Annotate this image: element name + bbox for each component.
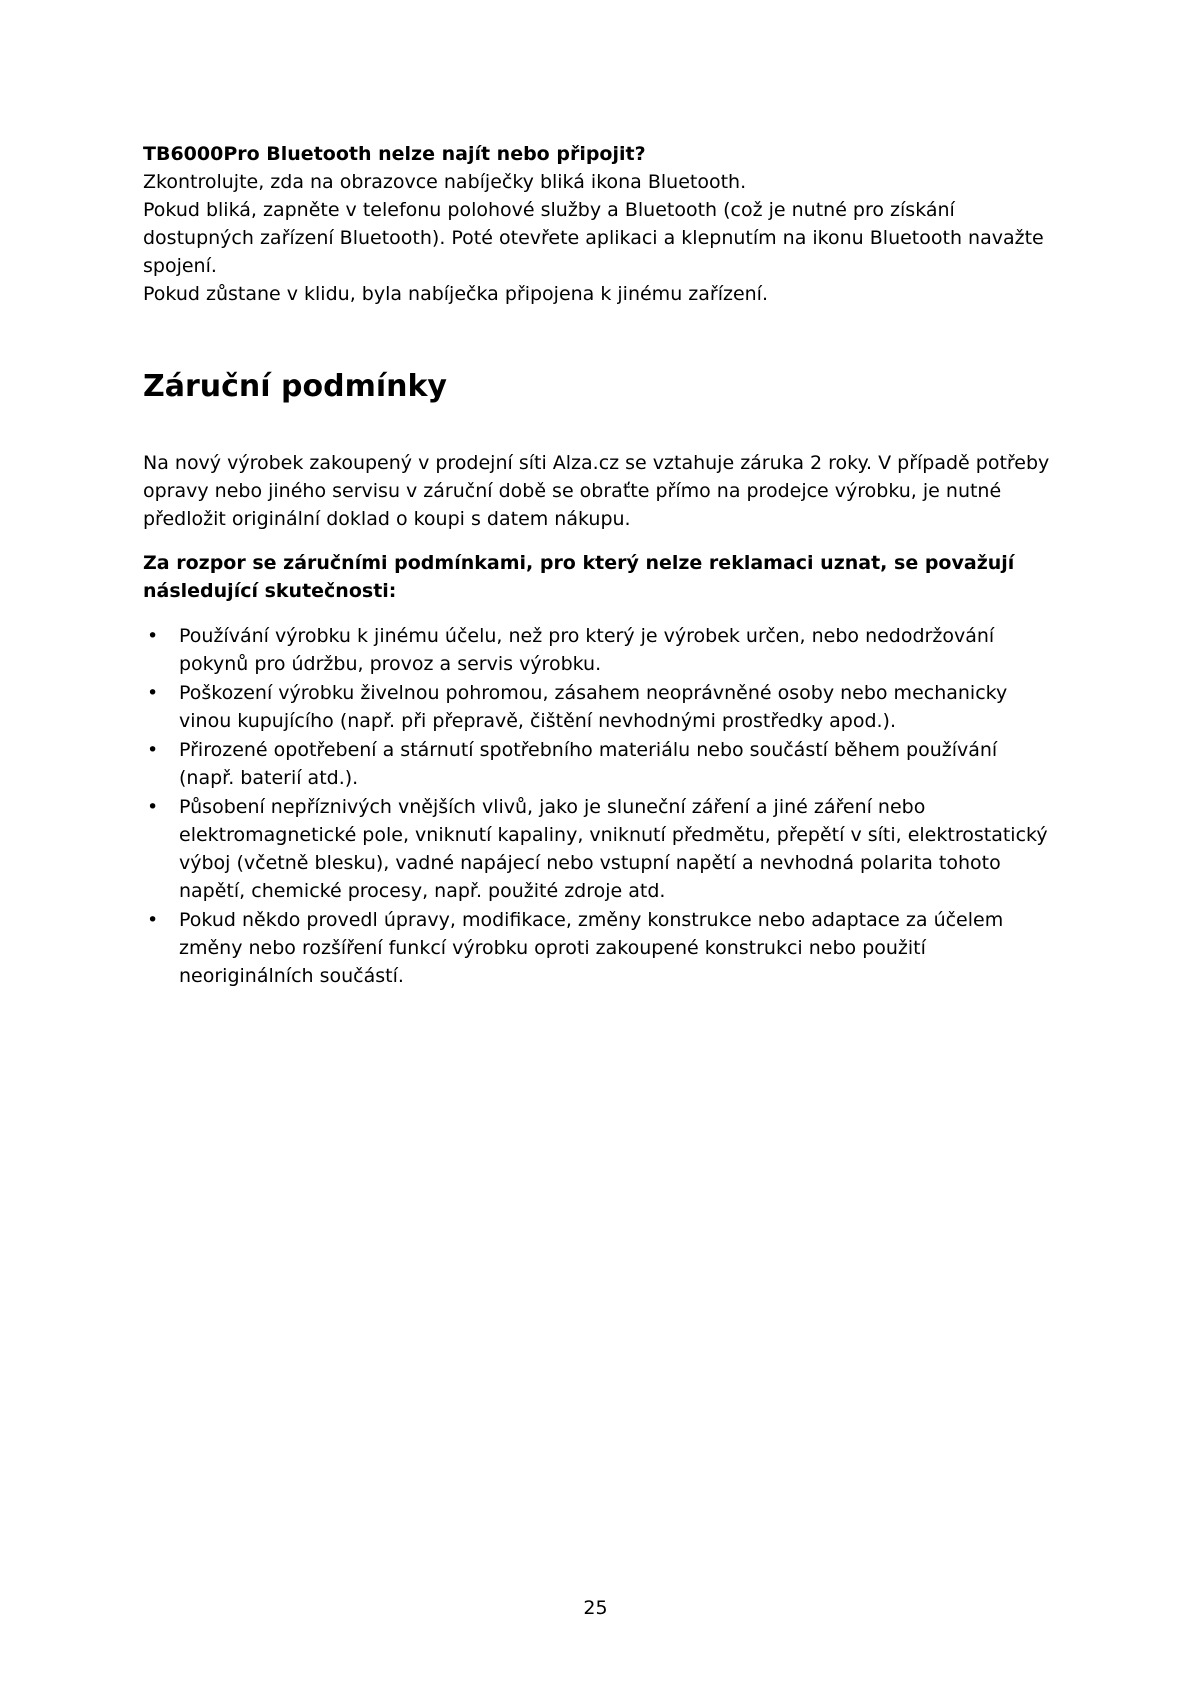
- list-item-text: Přirozené opotřebení a stárnutí spotřebního materiálu nebo součástí během používání (např. baterií atd.).: [179, 739, 998, 789]
- section-title: Záruční podmínky: [143, 369, 447, 404]
- faq-answer-line: Zkontrolujte, zda na obrazovce nabíječky bliká ikona Bluetooth.: [143, 171, 747, 193]
- warranty-intro: Na nový výrobek zakoupený v prodejní síti Alza.cz se vztahuje záruka 2 roky. V případě potřeby opravy nebo jiného servisu v záruční době se obraťte přímo na prodejce výrobku, je nutné předložit originální doklad o koupi s datem nákupu.: [143, 452, 1050, 530]
- bullet-icon: •: [147, 682, 159, 704]
- bullet-icon: •: [147, 625, 159, 647]
- list-item: [143, 679, 1058, 735]
- list-item: [143, 736, 1058, 792]
- faq-question: TB6000Pro Bluetooth nelze najít nebo připojit?: [143, 143, 646, 165]
- bullet-icon: •: [147, 796, 159, 818]
- page-number: 25: [583, 1597, 608, 1619]
- bullet-icon: •: [147, 739, 159, 761]
- list-item-text: Používání výrobku k jinému účelu, než pro který je výrobek určen, nebo nedodržování pokynů pro údržbu, provoz a servis výrobku.: [179, 625, 995, 675]
- list-item-text: Poškození výrobku živelnou pohromou, zásahem neoprávněné osoby nebo mechanicky vinou kupujícího (např. při přepravě, čištění nevhodnými prostředky apod.).: [179, 682, 1008, 732]
- list-item: [143, 906, 1058, 990]
- list-item: [143, 793, 1058, 905]
- warranty-conditions-list: [143, 622, 1058, 990]
- list-item: [143, 622, 1058, 678]
- list-item-text: Pokud někdo provedl úpravy, modifikace, změny konstrukce nebo adaptace za účelem změny nebo rozšíření funkcí výrobku oproti zakoupené konstrukci nebo použití neoriginálních součástí.: [179, 909, 1004, 987]
- faq-answer-line: Pokud zůstane v klidu, byla nabíječka připojena k jinému zařízení.: [143, 283, 769, 305]
- faq-answer-line: Pokud bliká, zapněte v telefonu polohové služby a Bluetooth (což je nutné pro získání dostupných zařízení Bluetooth). Poté otevřete aplikaci a klepnutím na ikonu Bluetooth navažte spojení.: [143, 199, 1044, 277]
- page-content: [143, 140, 1058, 991]
- warranty-subheading: Za rozpor se záručními podmínkami, pro který nelze reklamaci uznat, se považují následující skutečnosti:: [143, 552, 1015, 602]
- bullet-icon: •: [147, 909, 159, 931]
- list-item-text: Působení nepříznivých vnějších vlivů, jako je sluneční záření a jiné záření nebo elektromagnetické pole, vniknutí kapaliny, vniknutí předmětu, přepětí v síti, elektrostatický výboj (včetně blesku), vadné napájecí nebo vstupní napětí a nevhodná polarita tohoto napětí, chemické procesy, např. použité zdroje atd.: [179, 796, 1048, 902]
